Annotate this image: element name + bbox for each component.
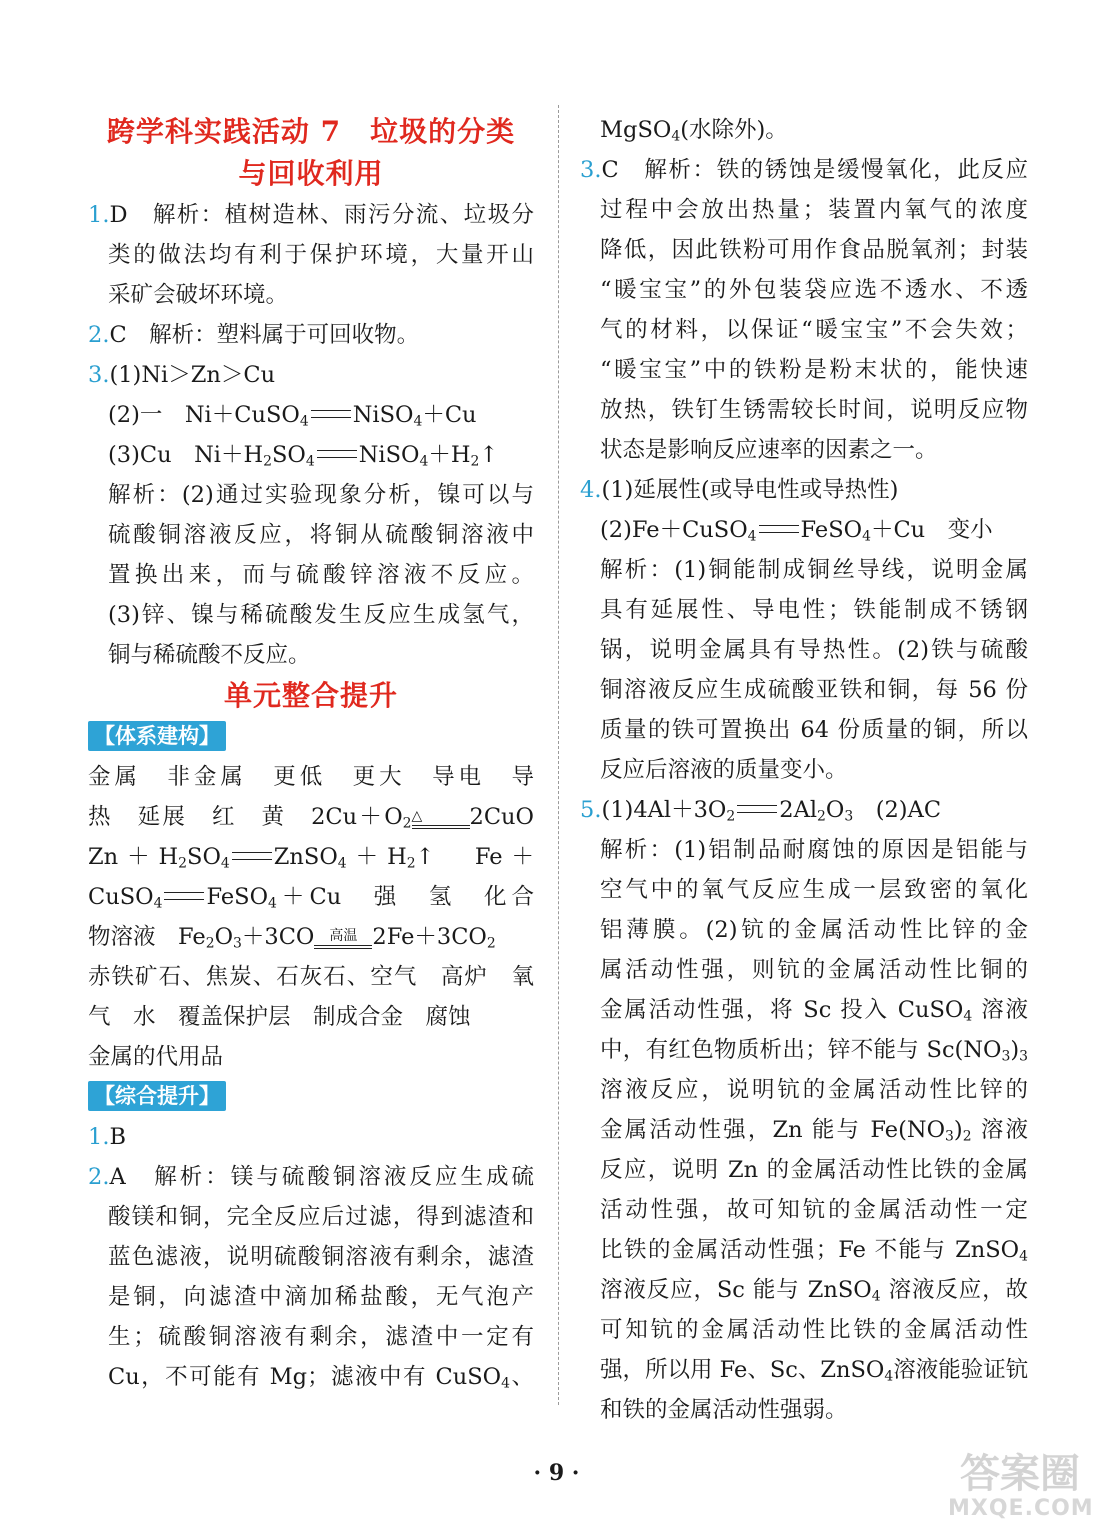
comp-answer-5-analysis-6: 中，有红色物质析出；锌不能与 $Sc(NO_3)_3$ [600, 1037, 1028, 1065]
comp-answer-3: 3.C 解析：铁的锈蚀是缓慢氧化，此反应 [580, 157, 1028, 183]
activity-title-line2: 与回收利用 [238, 157, 384, 190]
structure-line-8: 金属的代用品 [88, 1044, 224, 1070]
left-column [88, 105, 534, 1397]
answer-1-line2: 类的做法均有利于保护环境，大量开山 [108, 242, 534, 268]
comp-answer-3-line6: “暖宝宝”中的铁粉是粉末状的，能快速 [600, 357, 1028, 383]
structure-line-4: CuSO$_4$ FeSO$_4$＋Cu 强 氢 化合 [88, 884, 534, 912]
comp-answer-4-analysis-5: 质量的铁可置换出 64 份质量的铜，所以 [600, 717, 1028, 743]
comp-answer-3-line8: 状态是影响反应速率的因素之一。 [600, 437, 938, 463]
comp-answer-4: 4.(1)延展性(或导电性或导热性) [580, 477, 899, 503]
answer-3: 3.(1)Ni＞Zn＞Cu [88, 362, 276, 388]
comp-answer-4-equation: (2)Fe＋CuSO$_4$ FeSO$_4$＋Cu 变小 [600, 517, 993, 545]
comp-answer-2-line7: MgSO$_4$(水除外)。 [600, 117, 788, 145]
comp-answer-5-analysis-15: 和铁的金属活动性强弱。 [600, 1397, 848, 1423]
comp-answer-5-analysis-12: 溶液反应，Sc 能与 ZnSO$_4$ 溶液反应，故 [600, 1277, 1028, 1305]
watermark-logo [930, 1440, 1105, 1530]
comp-answer-2-line5: 生；硫酸铜溶液有剩余，滤渣中一定有 [108, 1324, 534, 1350]
equals-sign [317, 450, 357, 458]
unit-title: 单元整合提升 [223, 679, 398, 712]
column-divider [558, 105, 559, 1405]
activity-title-line1: 跨学科实践活动 7 垃圾的分类 [106, 115, 516, 148]
comp-answer-5: $5.(1)4Al+3O_2$ $2Al_2O_3$ (2)AC [580, 797, 942, 825]
answer-1: 1.D 解析：植树造林、雨污分流、垃圾分 [88, 202, 534, 228]
heat-condition: △ [412, 809, 470, 823]
comp-answer-5-analysis-9: 反应，说明 Zn 的金属活动性比铁的金属 [600, 1157, 1028, 1183]
answer-3-equation-2: (2)一 Ni＋CuSO$_4$ NiSO$_4$＋Cu [108, 402, 477, 430]
answer-1-line3: 采矿会破坏环境。 [108, 282, 289, 308]
comp-answer-5-analysis-2: 空气中的氧气反应生成一层致密的氧化 [600, 877, 1028, 903]
answer-3-analysis-4: (3)锌、镍与稀硫酸发生反应生成氢气， [108, 602, 534, 628]
comp-answer-2-line6: Cu，不可能有 Mg；滤液中有 CuSO$_4$、 [108, 1364, 534, 1392]
comp-answer-3-line2: 过程中会放出热量；装置内氧气的浓度 [600, 197, 1028, 223]
comp-answer-5-analysis-4: 属活动性强，则钪的金属活动性比铜的 [600, 957, 1028, 983]
comp-answer-5-analysis-14: 强，所以用 Fe、Sc、ZnSO$_4$溶液能验证钪 [600, 1357, 1029, 1385]
comp-answer-5-analysis-8: 金属活动性强，Zn 能与 $Fe(NO_3)_2$ 溶液 [600, 1117, 1028, 1145]
structure-line-3: $Zn+H_2SO_4$ $ZnSO_4+H_2↑$ Fe＋ [88, 844, 535, 872]
comp-answer-2-line3: 蓝色滤液，说明硫酸铜溶液有剩余，滤渣 [108, 1244, 534, 1270]
comp-answer-5-analysis-13: 可知钪的金属活动性比铁的金属活动性 [600, 1317, 1028, 1343]
comp-answer-4-analysis-6: 反应后溶液的质量变小。 [600, 757, 848, 783]
structure-line-6: 赤铁矿石、焦炭、石灰石、空气 高炉 氧 [88, 964, 534, 990]
equals-sign [232, 852, 272, 860]
comp-answer-5-analysis-5: 金属活动性强，将 Sc 投入 CuSO$_4$ 溶液 [600, 997, 1028, 1025]
answer-3-equation-3: (3)Cu $Ni+H_2SO_4$ $NiSO_4+H_2↑$ [108, 442, 499, 470]
comp-answer-2: 2.A 解析：镁与硫酸铜溶液反应生成硫 [88, 1164, 534, 1190]
answer-3-analysis-3: 置换出来，而与硫酸锌溶液不反应。 [108, 562, 534, 588]
comp-answer-5-analysis-11: 比铁的金属活动性强；Fe 不能与 ZnSO$_4$ [600, 1237, 1028, 1265]
comp-answer-5-analysis-3: 铝薄膜。(2)钪的金属活动性比锌的金 [600, 917, 1028, 943]
equals-sign [737, 805, 777, 813]
comp-answer-4-analysis-2: 具有延展性、导电性；铁能制成不锈钢 [600, 597, 1028, 623]
structure-line-1: 金属 非金属 更低 更大 导电 导 [88, 764, 534, 790]
structure-line-2: 热 延展 红 黄 $2Cu+O_2\triangle$ 2CuO [88, 804, 534, 832]
comp-answer-3-line7: 放热，铁钉生锈需较长时间，说明反应物 [600, 397, 1028, 423]
answer-2: 2.C 解析：塑料属于可回收物。 [88, 322, 420, 348]
comp-answer-1: 1.B [88, 1124, 127, 1150]
comp-answer-5-analysis-7: 溶液反应，说明钪的金属活动性比锌的 [600, 1077, 1028, 1103]
answer-3-analysis-5: 铜与稀硫酸不反应。 [108, 642, 311, 668]
equals-sign [164, 892, 204, 900]
section-label-structure: 【体系建构】 [88, 721, 226, 751]
watermark-url: MXQE.COM [948, 1496, 1094, 1521]
equals-sign [311, 410, 351, 418]
watermark-text: 答案圈 [960, 1451, 1080, 1497]
comp-answer-4-analysis-1: 解析：(1)铜能制成铜丝导线，说明金属 [600, 557, 1028, 583]
comp-answer-3-line5: 气的材料，以保证“暖宝宝”不会失效； [600, 317, 1028, 343]
comp-answer-2-line4: 是铜，向滤渣中滴加稀盐酸，无气泡产 [108, 1284, 534, 1310]
comp-answer-3-line3: 降低，因此铁粉可用作食品脱氧剂；封装 [600, 237, 1028, 263]
answer-3-analysis-2: 硫酸铜溶液反应，将铜从硫酸铜溶液中 [108, 522, 534, 548]
comp-answer-2-line2: 酸镁和铜，完全反应后过滤，得到滤渣和 [108, 1204, 534, 1230]
right-column [580, 110, 1028, 1430]
section-label-comprehensive: 【综合提升】 [88, 1081, 226, 1111]
high-temp-condition: 高温 [314, 929, 372, 943]
comp-answer-4-analysis-3: 锅，说明金属具有导热性。(2)铁与硫酸 [600, 637, 1028, 663]
comp-answer-3-line4: “暖宝宝”的外包装袋应选不透水、不透 [600, 277, 1028, 303]
answer-3-analysis-1: 解析：(2)通过实验现象分析，镍可以与 [108, 482, 534, 508]
comp-answer-4-analysis-4: 铜溶液反应生成硫酸亚铁和铜，每 56 份 [600, 677, 1028, 703]
comp-answer-5-analysis-1: 解析：(1)铝制品耐腐蚀的原因是铝能与 [600, 837, 1028, 863]
equals-sign [759, 525, 799, 533]
comp-answer-5-analysis-10: 活动性强，故可知钪的金属活动性一定 [600, 1197, 1028, 1223]
page-number: · 9 · [533, 1460, 580, 1486]
structure-line-7: 气 水 覆盖保护层 制成合金 腐蚀 [88, 1004, 471, 1030]
structure-line-5: 物溶液 $Fe_2O_3+3CO$ 高温 $2Fe+3CO_2$ [88, 924, 496, 952]
